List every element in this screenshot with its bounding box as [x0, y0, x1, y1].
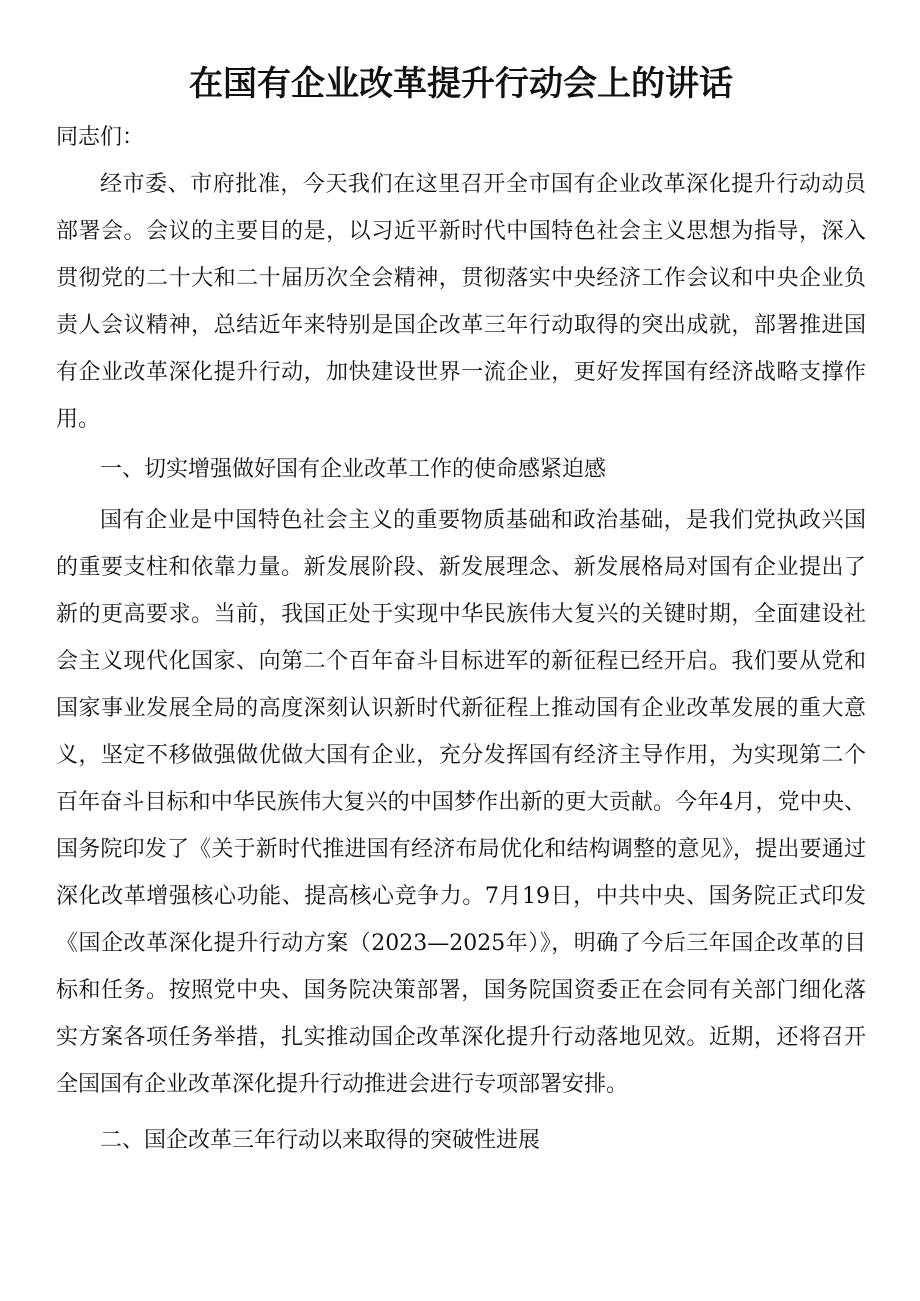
document-title: 在国有企业改革提升行动会上的讲话: [189, 64, 733, 104]
section-heading-2: 二、国企改革三年行动以来取得的突破性进展: [100, 1128, 541, 1153]
document-page: [56, 58, 866, 1168]
paragraph-section-1: 国有企业是中国特色社会主义的重要物质基础和政治基础，是我们党执政兴国的重要支柱和依靠力量。新发展阶段、新发展理念、新发展格局对国有企业提出了新的更高要求。当前，我国正处于实现中华民族伟大复兴的关键时期，全面建设社会主义现代化国家、向第二个百年奋斗目标进军的新征程已经开启。我们要从党和国家事业发展全局的高度深刻认识新时代新征程上推动国有企业改革发展的重大意义，坚定不移做强做优做大国有企业，充分发挥国有经济主导作用，为实现第二个百年奋斗目标和中华民族伟大复兴的中国梦作出新的更大贡献。今年4月，党中央、国务院印发了《关于新时代推进国有经济布局优化和结构调整的意见》，提出要通过深化改革增强核心功能、提高核心竞争力。7月19日，中共中央、国务院正式印发《国企改革深化提升行动方案（2023—2025年）》，明确了今后三年国企改革的目标和任务。按照党中央、国务院决策部署，国务院国资委正在会同有关部门细化落实方案各项任务举措，扎实推动国企改革深化提升行动落地见效。近期，还将召开全国国有企业改革深化提升行动推进会进行专项部署安排。: [56, 508, 866, 1097]
salutation: 同志们：: [56, 125, 145, 150]
paragraph-intro: 经市委、市府批准，今天我们在这里召开全市国有企业改革深化提升行动动员部署会。会议的主要目的是，以习近平新时代中国特色社会主义思想为指导，深入贯彻党的二十大和二十届历次全会精神，贯彻落实中央经济工作会议和中央企业负责人会议精神，总结近年来特别是国企改革三年行动取得的突出成就，部署推进国有企业改革深化提升行动，加快建设世界一流企业，更好发挥国有经济战略支撑作用。: [56, 172, 866, 432]
section-heading-1: 一、切实增强做好国有企业改革工作的使命感紧迫感: [100, 457, 607, 482]
